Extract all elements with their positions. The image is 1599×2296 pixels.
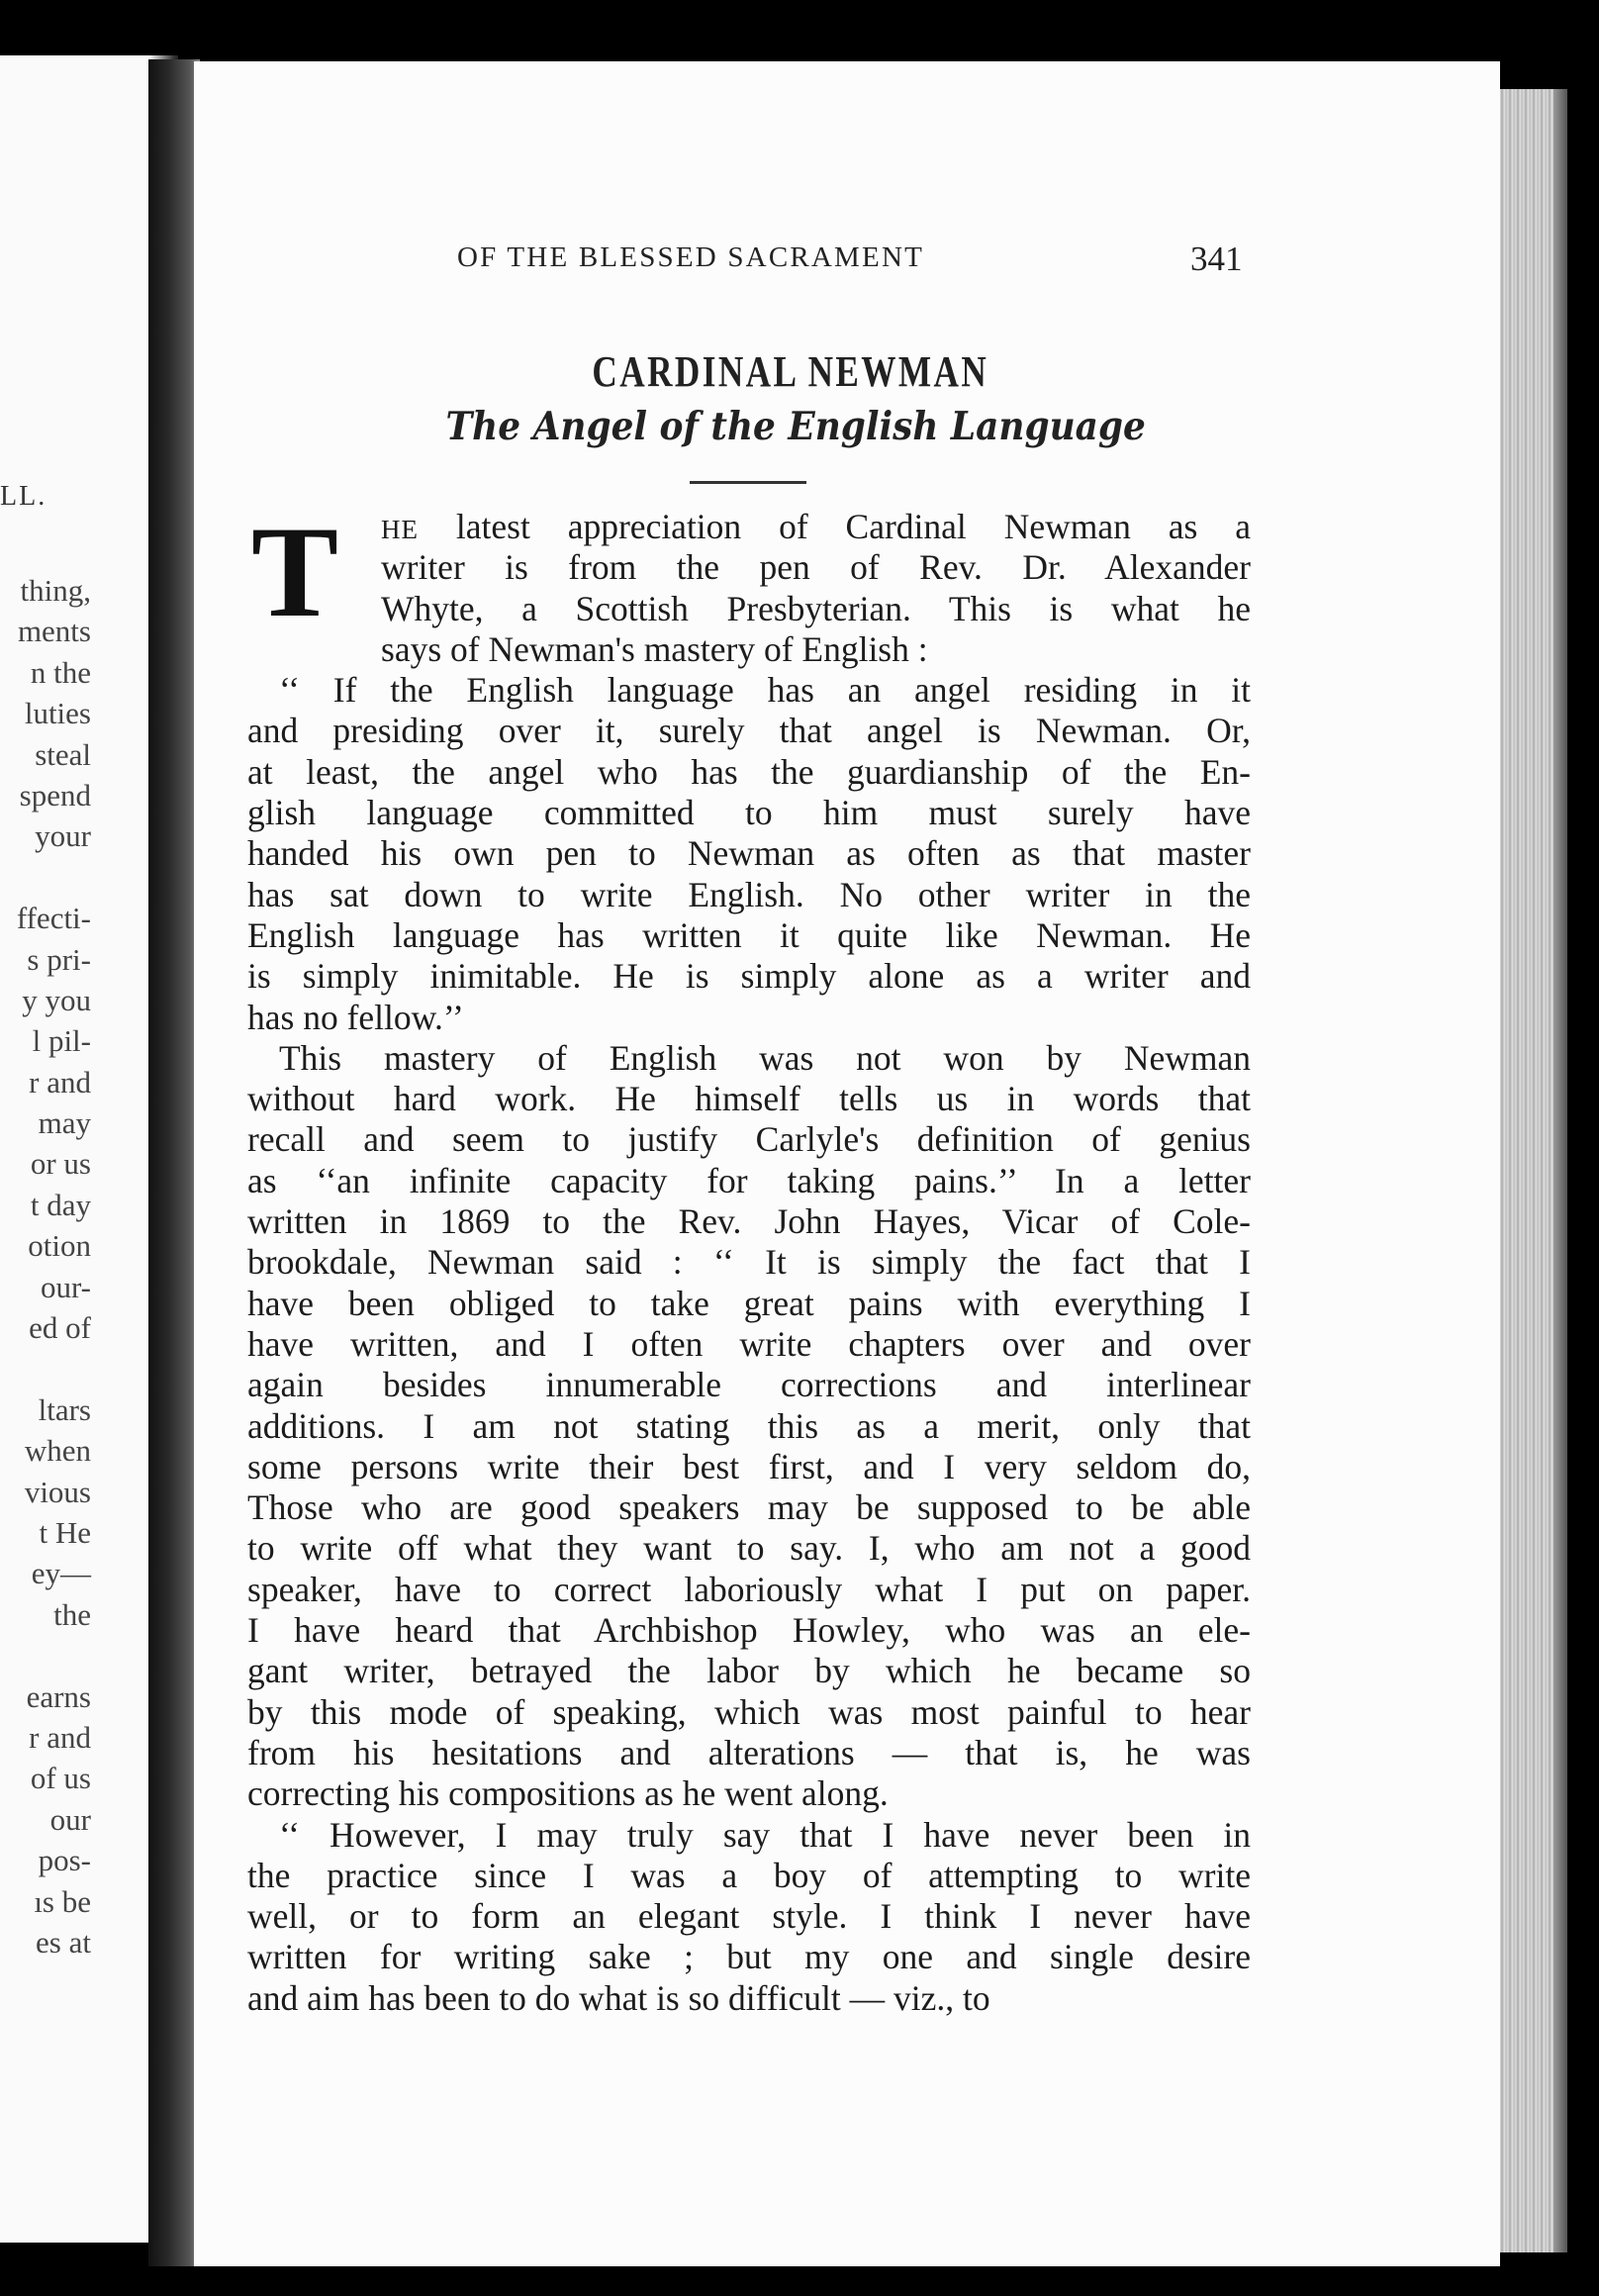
previous-page-line: t day	[30, 1187, 91, 1222]
previous-page-line: es at	[36, 1924, 91, 1960]
body-line: at least, the angel who has the guardianship of the En-	[247, 751, 1251, 792]
previous-page-line	[0, 1348, 91, 1388]
previous-page-line: r and	[29, 1064, 91, 1100]
previous-page-line: ffecti-	[16, 901, 91, 936]
body-line: the practice since I was a boy of attempting to write	[247, 1855, 1251, 1895]
body-line: handed his own pen to Newman as often as that master	[247, 833, 1251, 874]
previous-page-line: of us	[30, 1761, 91, 1796]
previous-page-line: vious	[24, 1474, 91, 1509]
body-line: I have heard that Archbishop Howley, who was an ele-	[247, 1610, 1251, 1651]
body-line: Those who are good speakers may be supposed to be able	[247, 1487, 1251, 1528]
body-line: written in 1869 to the Rev. John Hayes, Vicar of Cole-	[247, 1201, 1251, 1242]
body-line: speaker, have to correct laboriously what I put on paper.	[247, 1569, 1251, 1609]
body-line: is simply inimitable. He is simply alone as a writer and	[247, 956, 1251, 997]
article-title: CARDINAL NEWMAN	[592, 347, 989, 396]
previous-page-line: our	[49, 1801, 91, 1837]
previous-page-line: ed of	[29, 1310, 91, 1346]
previous-page-line: s pri-	[27, 941, 91, 977]
previous-page-line: earns	[26, 1678, 91, 1714]
body-line: written for writing sake ; but my one and single desire	[247, 1937, 1251, 1977]
body-line	[381, 507, 1251, 547]
previous-page-line: n the	[30, 654, 91, 690]
previous-page-line: otion	[28, 1228, 91, 1264]
body-line: Whyte, a Scottish Presbyterian. This is what he	[381, 588, 1251, 628]
body-line: has no fellow.’’	[247, 997, 464, 1037]
body-line: have written, and I often write chapters over and over	[247, 1323, 1251, 1364]
body-line: additions. I am not stating this as a merit, only that	[247, 1405, 1251, 1446]
previous-page-line: or us	[30, 1146, 91, 1182]
body-line: glish language committed to him must surely have	[247, 793, 1251, 833]
body-line: without hard work. He himself tells us in words that	[247, 1079, 1251, 1119]
body-line: gant writer, betrayed the labor by which he became so	[247, 1651, 1251, 1691]
previous-page-line: steal	[35, 736, 91, 772]
previous-page-line: your	[35, 818, 91, 854]
previous-page-line: pos-	[38, 1843, 91, 1878]
title-rule	[690, 481, 806, 484]
body-line: by this mode of speaking, which was most painful to hear	[247, 1691, 1251, 1732]
body-line: well, or to form an elegant style. I think I never have	[247, 1896, 1251, 1937]
article-body	[247, 499, 1251, 2019]
body-line: English language has written it quite like Newman. He	[247, 914, 1251, 955]
page-number: 341	[1190, 239, 1243, 278]
previous-page-line: ments	[17, 614, 91, 649]
page-edge-shadow	[1553, 89, 1567, 2252]
previous-page-line: ltars	[38, 1391, 91, 1427]
previous-page-line: t He	[39, 1514, 91, 1550]
body-line: recall and seem to justify Carlyle's definition of genius	[247, 1119, 1251, 1160]
previous-page-line: ey—	[31, 1556, 91, 1591]
running-head: OF THE BLESSED SACRAMENT	[457, 241, 925, 273]
body-line: writer is from the pen of Rev. Dr. Alexander	[381, 547, 1251, 588]
body-line: from his hesitations and alterations — that is, he was	[247, 1732, 1251, 1772]
body-line: some persons write their best first, and I very seldom do,	[247, 1446, 1251, 1486]
body-line: to write off what they want to say. I, who am not a good	[247, 1528, 1251, 1569]
previous-page-header-fragment: LL.	[0, 481, 47, 512]
body-line: again besides innumerable corrections and interlinear	[247, 1365, 1251, 1405]
previous-page-line: ıs be	[34, 1883, 91, 1919]
first-line-text: latest appreciation of Cardinal Newman as a	[419, 507, 1251, 546]
previous-page-line: our-	[40, 1269, 91, 1304]
previous-page-line: thing,	[20, 573, 91, 608]
previous-page-line: l pil-	[32, 1023, 91, 1059]
previous-page-line: y you	[22, 982, 91, 1017]
body-line: brookdale, Newman said : ‘‘ It is simply the fact that I	[247, 1242, 1251, 1283]
previous-page-line: when	[24, 1433, 91, 1469]
drop-cap: T	[251, 499, 339, 644]
previous-page-line	[0, 1635, 91, 1675]
body-line: ‘‘ If the English language has an angel residing in it	[279, 670, 1251, 711]
body-line: says of Newman's mastery of English :	[381, 628, 928, 669]
body-line: have been obliged to take great pains with everything I	[247, 1283, 1251, 1323]
body-line: has sat down to write English. No other writer in the	[247, 874, 1251, 914]
body-line: and aim has been to do what is so difficult — viz., to	[247, 1977, 990, 2018]
body-line: and presiding over it, surely that angel is Newman. Or,	[247, 711, 1251, 751]
previous-page-line: luties	[24, 696, 91, 731]
body-line: ‘‘ However, I may truly say that I have never been in	[279, 1814, 1251, 1855]
previous-page-line: r and	[29, 1719, 91, 1755]
previous-page-line: spend	[19, 777, 91, 813]
body-line: as ‘‘an infinite capacity for taking pains.’’ In a letter	[247, 1160, 1251, 1200]
previous-page-line: may	[38, 1105, 91, 1141]
body-line: This mastery of English was not won by Newman	[279, 1037, 1251, 1078]
article-subtitle: The Angel of the English Language	[445, 404, 1146, 449]
previous-page-text-fragments	[0, 570, 91, 1962]
previous-page-line	[0, 857, 91, 898]
body-line: correcting his compositions as he went along.	[247, 1773, 889, 1814]
previous-page-line: the	[53, 1596, 91, 1632]
first-word-smallcaps: HE	[381, 515, 419, 544]
